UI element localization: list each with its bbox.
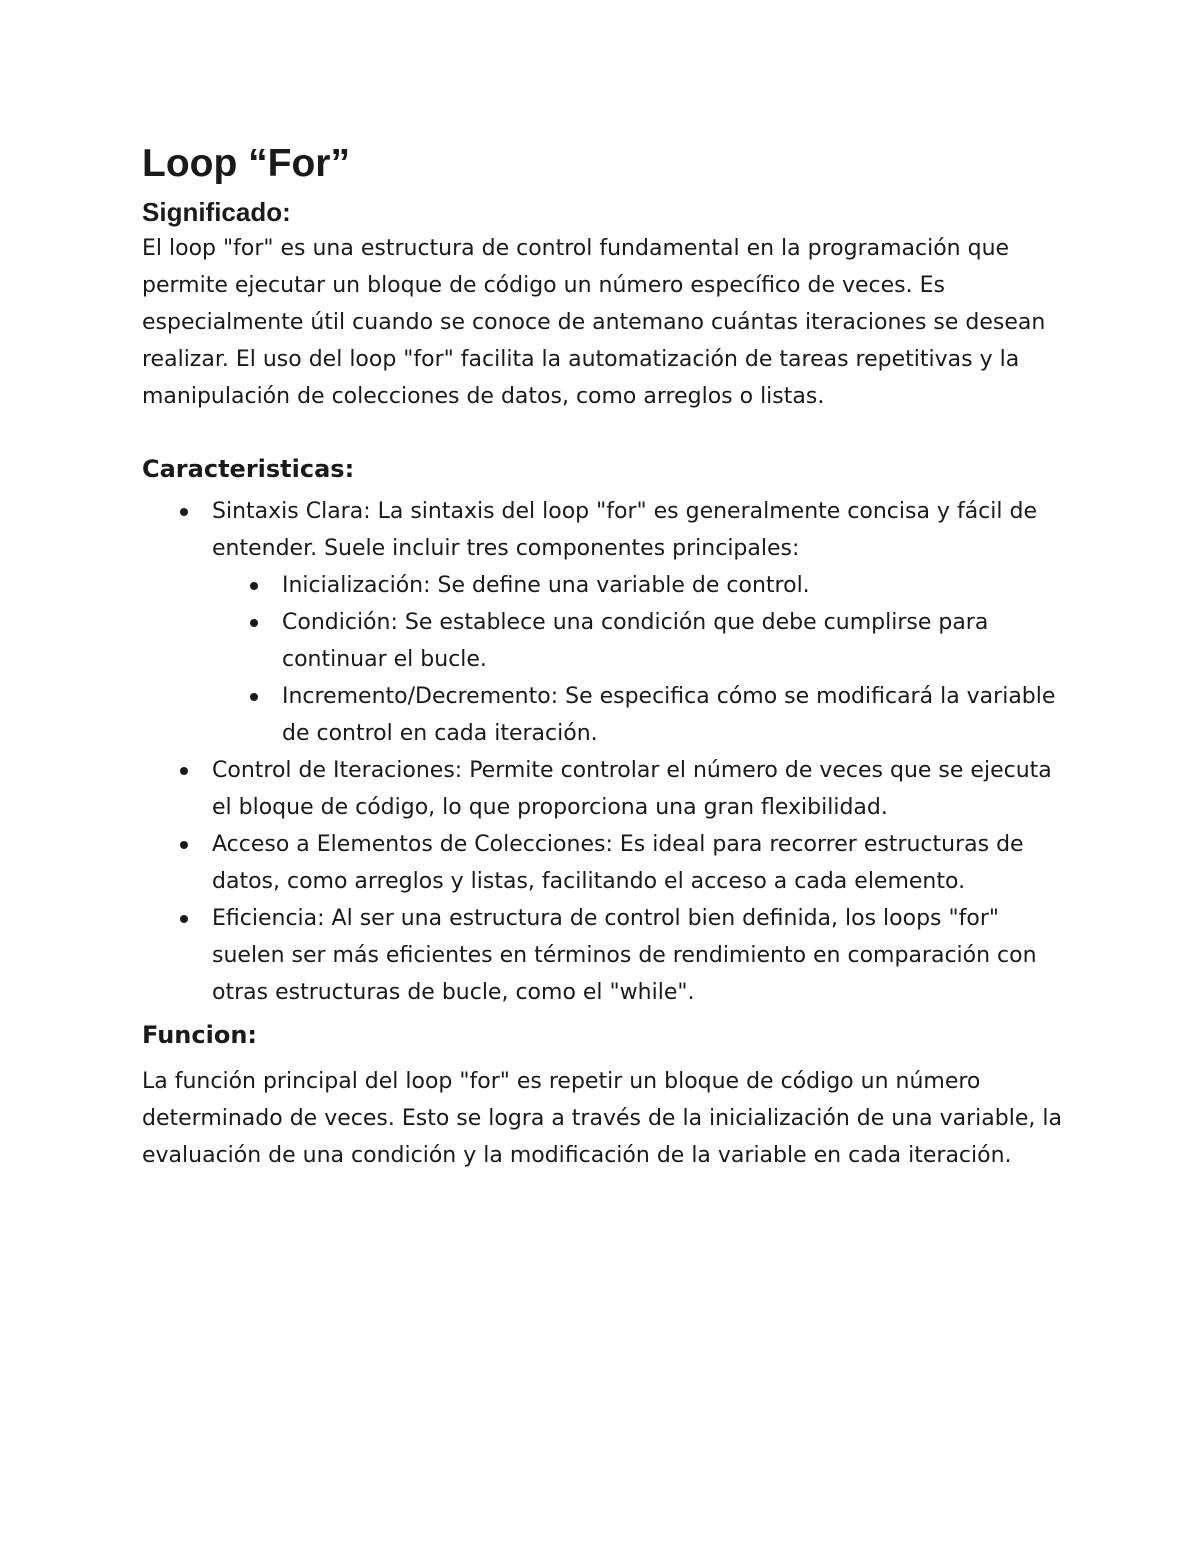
list-item-text: Acceso a Elementos de Colecciones: Es ideal para recorrer estructuras de datos, como arreglos y listas, facilitando el acceso a cada elemento. — [212, 832, 1024, 894]
bullet-icon — [250, 619, 258, 627]
list-item — [212, 826, 1072, 900]
sub-list — [282, 567, 1072, 752]
sub-list-item-text: Incremento/Decremento: Se especifica cómo se modificará la variable de control en cada iteración. — [282, 684, 1056, 746]
funcion-text: La función principal del loop "for" es repetir un bloque de código un número determinado de veces. Esto se logra a través de la inicialización de una variable, la evaluación de una condición y la modificación de la variable en cada iteración. — [142, 1069, 1062, 1168]
list-item-text: Eficiencia: Al ser una estructura de control bien definida, los loops "for" suelen ser más eficientes en términos de rendimiento en comparación con otras estructuras de bucle, como el "while". — [212, 906, 1037, 1005]
funcion-heading: Funcion: — [142, 1021, 257, 1049]
caracteristicas-heading: Caracteristicas: — [142, 455, 355, 483]
sub-list-item — [282, 567, 1072, 604]
significado-heading: Significado: — [142, 197, 291, 227]
significado-text: El loop "for" es una estructura de control fundamental en la programación que permite ejecutar un bloque de código un número específico de veces. Es especialmente útil cuando se conoce de antemano cuántas iteraciones se desean realizar. El uso del loop "for" facilita la automatización de tareas repetitivas y la manipulación de colecciones de datos, como arreglos o listas. — [142, 236, 1046, 409]
list-item — [212, 752, 1072, 826]
bullet-icon — [180, 508, 188, 516]
bullet-icon — [180, 841, 188, 849]
list-item — [212, 900, 1072, 1011]
caracteristicas-list — [212, 493, 1072, 1011]
bullet-icon — [250, 693, 258, 701]
sub-list-item — [282, 604, 1072, 678]
bullet-icon — [180, 915, 188, 923]
page-title: Loop “For” — [142, 142, 350, 185]
bullet-icon — [180, 767, 188, 775]
sub-list-item-text: Condición: Se establece una condición que debe cumplirse para continuar el bucle. — [282, 610, 989, 672]
sub-list-item-text: Inicialización: Se define una variable de control. — [282, 573, 810, 598]
bullet-icon — [250, 582, 258, 590]
document-page — [142, 138, 1072, 1174]
list-item-text: Control de Iteraciones: Permite controlar el número de veces que se ejecuta el bloque de código, lo que proporciona una gran flexibilidad. — [212, 758, 1052, 820]
list-item-text: Sintaxis Clara: La sintaxis del loop "for" es generalmente concisa y fácil de entender. Suele incluir tres componentes principales: — [212, 499, 1037, 561]
list-item — [212, 493, 1072, 752]
sub-list-item — [282, 678, 1072, 752]
